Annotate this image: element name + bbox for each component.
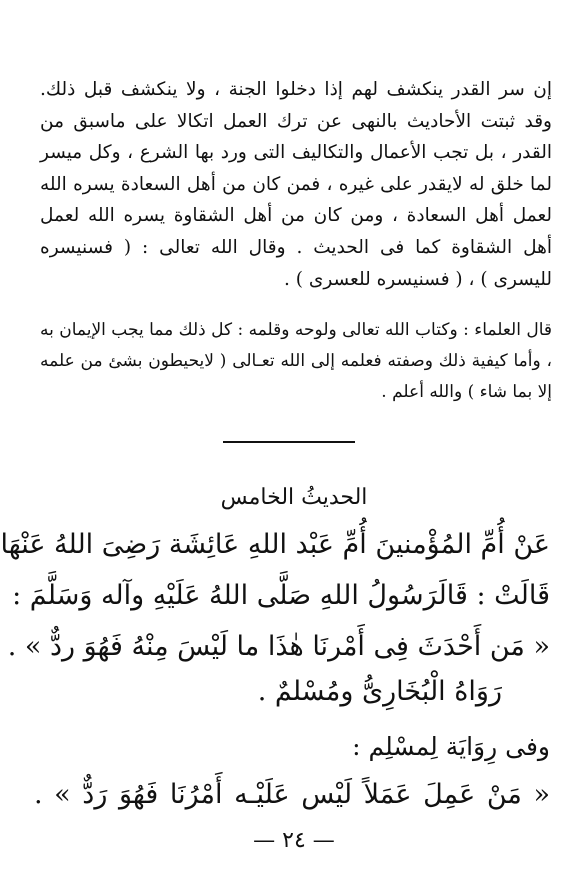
section-divider — [223, 441, 355, 443]
hadith-line-3: « مَن أَحْدَثَ فِى أَمْرنَا هٰذَا ما لَيْسَ مِنْهُ فَهُوَ ردٌّ » . — [7, 631, 550, 662]
page-number: — ٢٤ — — [253, 828, 335, 853]
hadith-riwaya-intro: وفى رِوَايَة لِمسْلِم : — [352, 732, 550, 761]
hadith-heading: الحديثُ الخامس — [220, 485, 368, 510]
hadith-riwaya-text: « مَنْ عَمِلَ عَمَلاً لَيْس عَلَيْـه أَمْرُنَا فَهُوَ رَدٌّ » . — [34, 779, 550, 810]
paragraph-ulama: قال العلماء : وكتاب الله تعالى ولوحه وقلمه : كل ذلك مما يجب الإيمان به ، وأما كيفية ذلك وصفته فعلمه إلى الله تعـالى ( لايحيطون بشئ من علمه إلا بما شاء ) والله أعلم . — [40, 320, 552, 402]
hadith-line-1: عَنْ أُمِّ المُؤْمنينَ أُمِّ عَبْد اللهِ عَائِشَة رَضِىَ اللهُ عَنْهَا — [0, 529, 550, 560]
hadith-line-2: قَالَتْ : قَالَرَسُولُ اللهِ صَلَّى اللهُ عَلَيْهِ وآله وَسَلَّمَ : — [12, 580, 550, 611]
paragraph-qadar: إن سر القدر ينكشف لهم إذا دخلوا الجنة ، ولا ينكشف قبل ذلك. وقد ثبتت الأحاديث بالنهى عن ترك العمل اتكالا على ماسبق من القدر ، بل تجب الأعمال والتكاليف التى ورد بها الشرع ، وكل ميسر لما خلق له لايقدر على غيره ، فمن كان من أهل السعادة يسره الله لعمل أهل السعادة ، ومن كان من أهل الشقاوة يسره الله لعمل أهل الشقاوة كما فى الحديث . وقال الله تعالى : ( فسنيسره لليسرى ) ، ( فسنيسره للعسرى ) . — [40, 79, 552, 290]
hadith-narration: رَوَاهُ الْبُخَارِىُّ ومُسْلمٌ . — [257, 676, 502, 707]
